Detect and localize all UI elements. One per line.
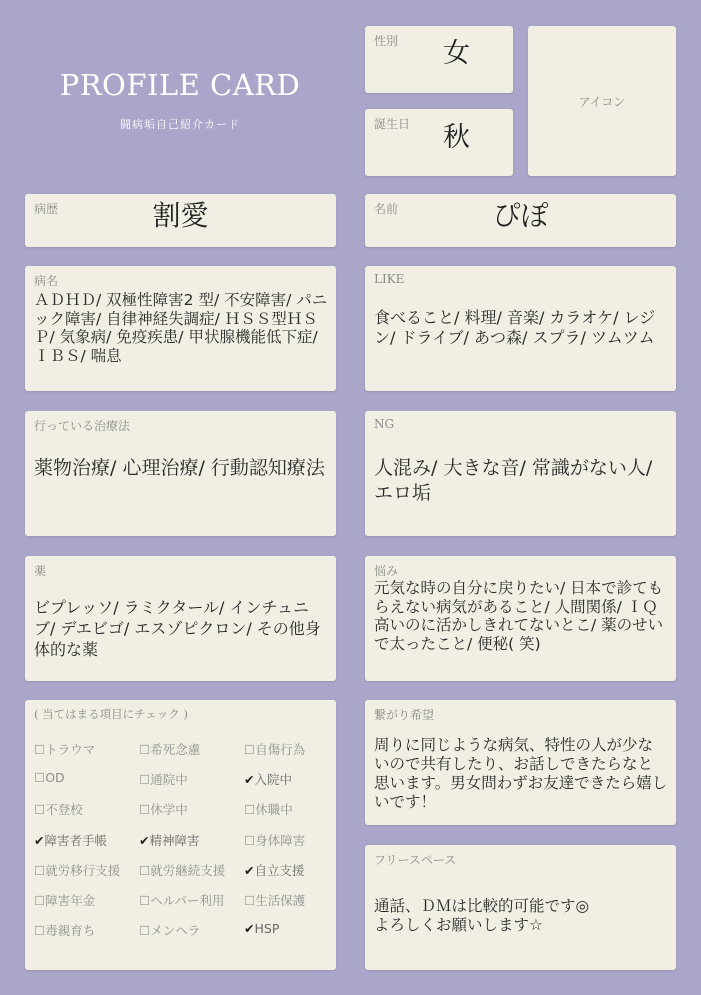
checkmark-icon: ✔ (244, 862, 255, 878)
checklist-item[interactable] (244, 770, 292, 788)
checklist-item[interactable] (139, 770, 188, 788)
checkbox-icon: ☐ (139, 772, 151, 788)
checklist-item-label: HSP (254, 921, 280, 937)
free-space-line-1: 通話、ＤＭは比較的可能です◎ (374, 897, 590, 915)
checklist-item-label: 就労移行支援 (45, 862, 121, 878)
checklist-item-label: 障害年金 (45, 893, 96, 908)
checkmark-icon: ✔ (244, 921, 255, 937)
like-text: 食べること/ 料理/ 音楽/ カラオケ/ レジン/ ドライブ/ あつ森/ スプラ/ ツムツム (374, 308, 656, 347)
name-value: ぴぽ (492, 199, 549, 232)
checklist-item[interactable] (34, 800, 83, 818)
ng-label: NG (374, 417, 395, 431)
treatment-text: 薬物治療/ 心理治療/ 行動認知療法 (34, 457, 325, 479)
checklist-item[interactable] (139, 921, 200, 939)
gender-label: 性別 (374, 34, 399, 48)
checklist-item-label: 精神障害 (149, 832, 200, 848)
checklist-item-label: 自立支援 (254, 862, 305, 878)
gender-value: 女 (443, 38, 470, 69)
medicine-card (25, 556, 336, 681)
checklist-item-label: 不登校 (45, 802, 83, 818)
checklist-item-label: トラウマ (45, 742, 96, 757)
checklist-item[interactable] (139, 861, 225, 879)
icon-card (528, 26, 676, 176)
checklist-item-label: 毒親育ち (45, 923, 96, 939)
checkbox-icon: ☐ (139, 802, 151, 818)
history-value: 割愛 (152, 199, 209, 232)
diagnoses-text: ＡＤＨＤ/ 双極性障害2 型/ 不安障害/ パニック障害/ 自律神経失調症/ ＨＳＳ型ＨＳＰ/ 気象病/ 免疫疾患/ 甲状腺機能低下症/ ＩＢＳ/ 喘息 (34, 291, 328, 365)
history-card (25, 194, 336, 247)
connection-text: 周りに同じような病気、特性の人が少ないので共有したり、お話しできたらなと思います。男女問わずお友達できたら嬉しいです！ (374, 736, 668, 811)
checklist-item-label: 自傷行為 (255, 742, 306, 757)
checklist-item[interactable] (34, 740, 95, 758)
checkbox-icon: ☐ (244, 832, 256, 848)
free-space-line-2: よろしくお願いします☆ (374, 916, 543, 934)
checkmark-icon: ✔ (34, 832, 45, 848)
worries-card (365, 556, 676, 681)
name-card (365, 194, 676, 247)
checkbox-icon: ☐ (139, 862, 151, 878)
checklist-item-label: OD (45, 770, 65, 786)
checklist-item-label: 就労継続支援 (150, 862, 226, 878)
checkbox-icon: ☐ (34, 742, 46, 757)
free-space-label: フリースペース (374, 853, 457, 867)
diagnoses-label: 病名 (34, 274, 59, 288)
checklist-item[interactable] (244, 831, 305, 849)
checklist-item[interactable] (244, 800, 293, 818)
treatment-label: 行っている治療法 (34, 419, 131, 433)
page-title: PROFILE CARD (59, 68, 301, 102)
checkbox-icon: ☐ (34, 862, 46, 878)
connection-card (365, 700, 676, 825)
checklist-item[interactable] (34, 921, 95, 939)
gender-card (365, 26, 513, 93)
checklist-item-label: 障害者手帳 (44, 832, 107, 848)
checklist-item-label: 希死念慮 (150, 742, 201, 757)
checkbox-icon: ☐ (34, 923, 46, 939)
connection-label: 繋がり希望 (374, 708, 435, 722)
checkbox-icon: ☐ (139, 923, 151, 939)
worries-text: 元気な時の自分に戻りたい/ 日本で診てもらえない病気があること/ 人間関係/ ＩＱ高いのに活かしきれてないとこ/ 薬のせいで太ったこと/ 便秘( 笑) (374, 579, 664, 653)
checkbox-icon: ☐ (244, 893, 256, 908)
icon-placeholder-label: アイコン (578, 95, 626, 109)
birthday-card (365, 109, 513, 176)
birthday-value: 秋 (443, 122, 470, 153)
checklist-item-label: 休学中 (150, 802, 188, 818)
checklist-item-label: 生活保護 (255, 893, 306, 908)
checklist-item[interactable] (34, 891, 95, 909)
like-label: LIKE (374, 272, 405, 286)
free-space-card (365, 845, 676, 970)
checkbox-icon: ☐ (34, 802, 46, 818)
checkbox-icon: ☐ (244, 742, 256, 757)
checklist-item-label: ヘルパー利用 (150, 893, 225, 908)
checklist-item[interactable] (139, 891, 224, 909)
checkbox-icon: ☐ (244, 802, 256, 818)
checklist-item[interactable] (139, 740, 200, 758)
checklist-item[interactable] (244, 861, 305, 879)
checklist-item[interactable] (244, 921, 279, 936)
checklist-item[interactable] (34, 770, 65, 785)
checklist-item[interactable] (34, 861, 120, 879)
like-card (365, 266, 676, 391)
page-subtitle: 闘病垢自己紹介カード (120, 118, 240, 131)
checklist-item-label: 入院中 (254, 772, 292, 788)
checklist-item-label: メンヘラ (150, 923, 201, 939)
ng-text: 人混み/ 大きな音/ 常識がない人/ エロ垢 (374, 457, 653, 504)
checkbox-icon: ☐ (139, 742, 151, 757)
checklist-item[interactable] (244, 891, 305, 909)
treatment-card (25, 411, 336, 536)
checklist-item-label: 休職中 (255, 802, 293, 818)
birthday-label: 誕生日 (374, 117, 411, 131)
checklist-item-label: 身体障害 (255, 832, 306, 848)
medicine-label: 薬 (34, 564, 47, 578)
checkmark-icon: ✔ (139, 832, 150, 848)
worries-label: 悩み (374, 564, 399, 578)
checkbox-icon: ☐ (34, 770, 46, 786)
checklist-item-label: 通院中 (150, 772, 188, 788)
ng-card (365, 411, 676, 536)
checklist-item[interactable] (139, 831, 200, 849)
checkbox-icon: ☐ (139, 893, 151, 908)
checklist-item[interactable] (139, 800, 188, 818)
checklist-item[interactable] (34, 831, 107, 849)
checklist-item[interactable] (244, 740, 305, 758)
checklist-card (25, 700, 336, 970)
medicine-text: ビプレッソ/ ラミクタール/ インチュニブ/ デエビゴ/ エスゾピクロン/ その他身体的な薬 (34, 598, 321, 659)
checklist-label: ( 当てはまる項目にチェック ) (34, 707, 188, 721)
history-label: 病歴 (34, 202, 59, 216)
diagnoses-card (25, 266, 336, 391)
checkbox-icon: ☐ (34, 893, 46, 908)
checkmark-icon: ✔ (244, 772, 255, 788)
name-label: 名前 (374, 202, 399, 216)
